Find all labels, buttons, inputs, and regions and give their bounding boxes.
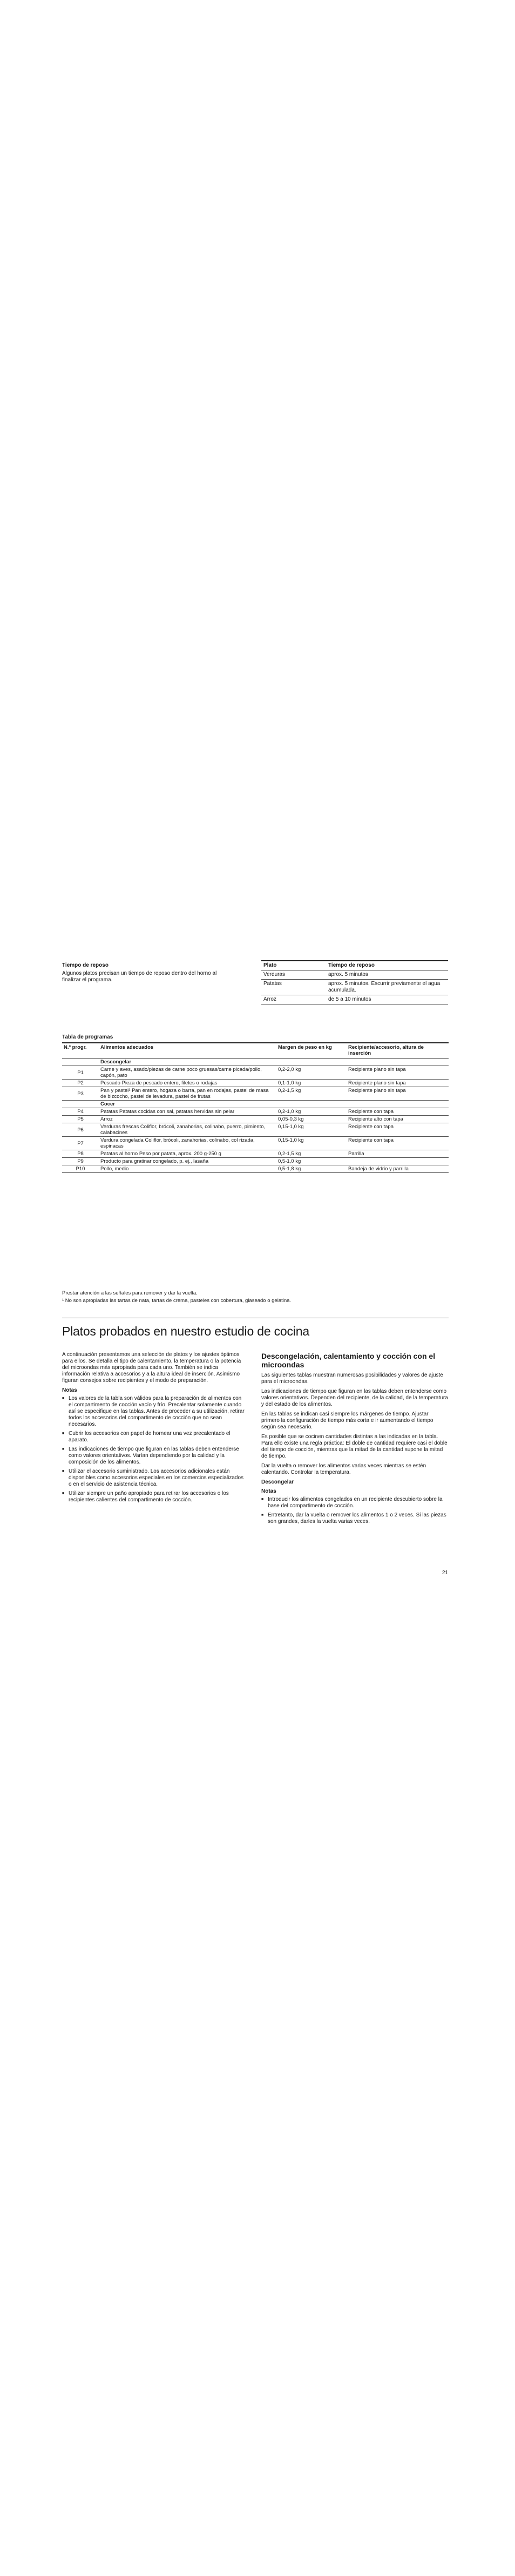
program-number: P7 bbox=[62, 1137, 99, 1150]
table-row bbox=[62, 1066, 449, 1080]
program-weight: 0,2-1,5 kg bbox=[276, 1150, 347, 1158]
program-header-accessory: Recipiente/accesorio, altura de inserción bbox=[347, 1043, 449, 1058]
program-food: Patatas al horno Peso por patata, aprox. 200 g-250 g bbox=[99, 1150, 276, 1158]
paragraph: Es posible que se cocinen cantidades distintas a las indicadas en la tabla. Para ello existe una regla práctica: El doble de cantidad requiere casi el doble del tiempo de cocción, mientras que la mitad de la cantidad supone la mitad de tiempo. bbox=[261, 1434, 448, 1459]
program-number: P4 bbox=[62, 1108, 99, 1116]
program-number: P1 bbox=[62, 1066, 99, 1080]
rest-table-header-time: Tiempo de reposo bbox=[326, 961, 448, 970]
program-accessory: Recipiente plano sin tapa bbox=[347, 1087, 449, 1101]
list-item: ■ Introducir los alimentos congelados en un recipiente descubierto sobre la base del compartimento de cocción. bbox=[261, 1496, 448, 1509]
program-food: Patatas Patatas cocidas con sal, patatas hervidas sin pelar bbox=[99, 1108, 276, 1116]
program-number: P9 bbox=[62, 1158, 99, 1165]
program-number: P5 bbox=[62, 1116, 99, 1123]
left-column bbox=[62, 1352, 246, 1506]
defrost-notes-heading: Notas bbox=[261, 1488, 276, 1494]
program-number: P8 bbox=[62, 1150, 99, 1158]
right-column bbox=[261, 1352, 448, 1528]
list-item: ■ Utilizar siempre un paño apropiado para retirar los accesorios o los recipientes calientes del compartimento de cocción. bbox=[62, 1491, 246, 1503]
program-weight: 0,5-1,0 kg bbox=[276, 1158, 347, 1165]
table-row bbox=[261, 970, 448, 980]
program-food: Carne y aves, asado/piezas de carne poco gruesas/carne picada/pollo, capón, pato bbox=[99, 1066, 276, 1080]
program-table bbox=[62, 1042, 449, 1173]
list-item: ■ Cubrir los accesorios con papel de hornear una vez precalentado el aparato. bbox=[62, 1431, 246, 1444]
program-number: P10 bbox=[62, 1165, 99, 1173]
list-item: ■ Utilizar el accesorio suministrado. Los accesorios adicionales están disponibles como accesorios especiales en los comercios especializados o en el servicio de asistencia técnica. bbox=[62, 1468, 246, 1488]
list-item: ■ Las indicaciones de tiempo que figuran en las tablas deben entenderse como valores orientativos. Varían dependiendo por la calidad y la composición de los alimentos. bbox=[62, 1446, 246, 1466]
program-accessory: Recipiente alto con tapa bbox=[347, 1116, 449, 1123]
program-weight: 0,2-1,0 kg bbox=[276, 1108, 347, 1116]
program-food: Pescado Pieza de pescado entero, filetes o rodajas bbox=[99, 1080, 276, 1087]
program-accessory: Recipiente con tapa bbox=[347, 1137, 449, 1150]
program-accessory: Parrilla bbox=[347, 1150, 449, 1158]
table-row bbox=[261, 980, 448, 995]
program-weight: 0,5-1,8 kg bbox=[276, 1165, 347, 1173]
program-food: Pan y pastel¹ Pan entero, hogaza o barra, pan en rodajas, pastel de masa de bizcocho, pastel de levadura, pastel de frutas bbox=[99, 1087, 276, 1101]
list-item: ■ Los valores de la tabla son válidos para la preparación de alimentos con el compartimento de cocción vacío y frío. Precalentar solamente cuando así se especifique en las tablas. Antes de proceder a su utilización, retirar todos los accesorios del compartimento de cocción que no sean necesarios. bbox=[62, 1395, 246, 1428]
paragraph: Las siguientes tablas muestran numerosas posibilidades y valores de ajuste para el microondas. bbox=[261, 1372, 443, 1385]
table-row bbox=[62, 1116, 449, 1123]
table-row bbox=[62, 1087, 449, 1101]
program-weight: 0,2-2,0 kg bbox=[276, 1066, 347, 1080]
rest-table-header-dish: Plato bbox=[261, 961, 326, 970]
section-title: Platos probados en nuestro estudio de cocina bbox=[62, 1324, 309, 1338]
page-number: 21 bbox=[442, 1570, 448, 1576]
paragraph: Las indicaciones de tiempo que figuran en las tablas deben entenderse como valores orientativos. Dependen del recipiente, de la calidad, de la temperatura y del estado de los alimentos. bbox=[261, 1388, 448, 1407]
program-food: Verdura congelada Coliflor, brócoli, zanahorias, colinabo, col rizada, espinacas bbox=[99, 1137, 276, 1150]
program-weight: 0,15-1,0 kg bbox=[276, 1123, 347, 1137]
defrost-notes-list bbox=[261, 1496, 448, 1525]
program-weight: 0,05-0,3 kg bbox=[276, 1116, 347, 1123]
footnote: Prestar atención a las señales para remover y dar la vuelta. bbox=[62, 1290, 198, 1296]
program-section-row bbox=[62, 1101, 449, 1108]
rest-table-cell: aprox. 5 minutos bbox=[326, 970, 448, 980]
program-weight: 0,1-1,0 kg bbox=[276, 1080, 347, 1087]
table-row bbox=[62, 1158, 449, 1165]
program-food: Verduras frescas Coliflor, brócoli, zanahorias, colinabo, puerro, pimiento, calabacines bbox=[99, 1123, 276, 1137]
rest-time-table bbox=[261, 960, 448, 1004]
program-accessory: Recipiente con tapa bbox=[347, 1108, 449, 1116]
section-label: Cocer bbox=[99, 1101, 449, 1108]
program-weight: 0,15-1,0 kg bbox=[276, 1137, 347, 1150]
defrost-heading: Descongelar bbox=[261, 1479, 294, 1485]
program-header-weight: Margen de peso en kg bbox=[276, 1043, 347, 1058]
footnote: ¹ No son apropiadas las tartas de nata, tartas de crema, pasteles con cobertura, glaseado o gelatina. bbox=[62, 1298, 292, 1304]
program-table-heading: Tabla de programas bbox=[62, 1034, 113, 1040]
intro-paragraph: A continuación presentamos una selección de platos y los ajustes óptimos para ellos. Se detalla el tipo de calentamiento, la temperatura o la potencia del microondas más apropiada para cada uno. También se indica información relativa a accesorios y a la altura ideal de inserción. Asimismo figuran consejos sobre recipientes y el modo de preparación. bbox=[62, 1352, 241, 1384]
program-accessory: Recipiente plano sin tapa bbox=[347, 1080, 449, 1087]
table-row bbox=[62, 1150, 449, 1158]
paragraph: Dar la vuelta o remover los alimentos varias veces mientras se estén calentando. Controlar la temperatura. bbox=[261, 1463, 426, 1475]
rest-time-heading: Tiempo de reposo bbox=[62, 962, 109, 968]
program-number: P3 bbox=[62, 1087, 99, 1101]
program-food: Pollo, medio bbox=[99, 1165, 276, 1173]
program-number: P2 bbox=[62, 1080, 99, 1087]
microwave-section-title: Descongelación, calentamiento y cocción con el microondas bbox=[261, 1352, 436, 1369]
rest-table-cell: Arroz bbox=[261, 995, 326, 1004]
section-label: Descongelar bbox=[99, 1058, 449, 1066]
program-section-row bbox=[62, 1058, 449, 1066]
list-item: ■ Entretanto, dar la vuelta o remover los alimentos 1 o 2 veces. Si las piezas son grandes, darles la vuelta varias veces. bbox=[261, 1512, 448, 1525]
notes-list bbox=[62, 1395, 246, 1503]
program-weight: 0,2-1,5 kg bbox=[276, 1087, 347, 1101]
program-accessory bbox=[347, 1158, 449, 1165]
paragraph: En las tablas se indican casi siempre los márgenes de tiempo. Ajustar primero la configuración de tiempo más corta e ir aumentando el tiempo según sea necesario. bbox=[261, 1411, 433, 1430]
rest-table-cell: Patatas bbox=[261, 980, 326, 995]
table-row bbox=[62, 1123, 449, 1137]
table-row bbox=[261, 995, 448, 1004]
program-header-food: Alimentos adecuados bbox=[99, 1043, 276, 1058]
table-row bbox=[62, 1080, 449, 1087]
notes-heading: Notas bbox=[62, 1387, 77, 1393]
table-row bbox=[62, 1165, 449, 1173]
rest-table-cell: Verduras bbox=[261, 970, 326, 980]
program-accessory: Recipiente plano sin tapa bbox=[347, 1066, 449, 1080]
program-food: Arroz bbox=[99, 1116, 276, 1123]
rest-table-cell: de 5 a 10 minutos bbox=[326, 995, 448, 1004]
rest-table-cell: aprox. 5 minutos. Escurrir previamente el agua acumulada. bbox=[326, 980, 448, 995]
program-accessory: Recipiente con tapa bbox=[347, 1123, 449, 1137]
table-row bbox=[62, 1137, 449, 1150]
program-accessory: Bandeja de vidrio y parrilla bbox=[347, 1165, 449, 1173]
table-row bbox=[62, 1108, 449, 1116]
program-food: Producto para gratinar congelado, p. ej., lasaña bbox=[99, 1158, 276, 1165]
program-number: P6 bbox=[62, 1123, 99, 1137]
rest-time-text: Algunos platos precisan un tiempo de reposo dentro del horno al finalizar el programa. bbox=[62, 970, 217, 983]
program-header-number: N.º progr. bbox=[62, 1043, 99, 1058]
